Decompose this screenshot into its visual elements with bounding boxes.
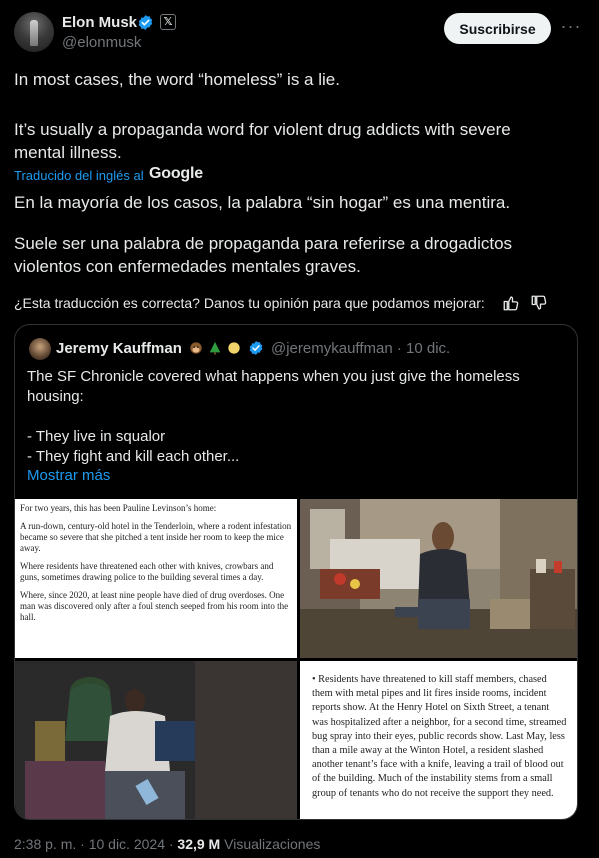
quoted-tweet-card[interactable] xyxy=(14,324,578,820)
quoted-author-name[interactable]: Jeremy Kauffman xyxy=(56,340,182,357)
moon-emoji-icon xyxy=(227,341,241,355)
quoted-verified-badge-icon xyxy=(248,340,264,356)
quoted-text-line-3: - They live in squalor xyxy=(27,428,166,445)
quoted-time: · 10 dic. xyxy=(396,340,451,357)
show-more-link[interactable]: Mostrar más xyxy=(27,467,111,484)
article1-p1: For two years, this has been Pauline Levinson’s home: xyxy=(20,503,217,513)
tweet-original-paragraph-2: It’s usually a propaganda word for violent drug addicts with severe mental illness. xyxy=(14,120,511,162)
translation-label[interactable]: Traducido del inglés al xyxy=(14,168,144,183)
translation-feedback-question: ¿Esta traducción es correcta? Danos tu opinión para que podamos mejorar: xyxy=(14,295,485,311)
photo-man-in-room[interactable] xyxy=(300,499,578,658)
article1-p3: Where residents have threatened each other with knives, crowbars and guns, sometimes drawing police to the building several times a day. xyxy=(20,561,274,582)
article2-text: • Residents have threatened to kill staff members, chased them with metal pipes and lit fires inside rooms, incident reports show. At the Henry Hotel on Sixth Street, a tenant was hospitalized after a neighbor, for a second time, streamed bug spray into their eyes, public records show. Last May, less than a mile away at the Winton Hotel, a resident slashed another tenant’s face with a knife, leaving a trail of blood out of the building. Much of the instability stems from a small group of tenants who do not receive the support they need. xyxy=(312,674,567,799)
thumbs-down-icon[interactable] xyxy=(530,294,548,312)
tweet-timestamp[interactable]: 2:38 p. m. · 10 dic. 2024 · xyxy=(14,836,174,852)
quoted-text-line-4: - They fight and kill each other... xyxy=(27,448,240,465)
tweet-translated-paragraph-2: Suele ser una palabra de propaganda para referirse a drogadictos violentos con enfermedades mentales graves. xyxy=(14,234,513,276)
article1-p2: A run-down, century-old hotel in the Tenderloin, where a rodent infestation became so severe that she pitched a tent inside her room to keep the mice away. xyxy=(20,521,292,553)
christmas-tree-emoji-icon xyxy=(208,341,222,355)
author-name[interactable]: Elon Musk xyxy=(62,14,138,31)
rocket-figure xyxy=(30,20,38,46)
quoted-text-line-2: housing: xyxy=(27,388,84,405)
quoted-author-avatar[interactable] xyxy=(29,338,51,360)
quoted-author-handle[interactable] xyxy=(271,340,450,357)
quoted-text-line-1: The SF Chronicle covered what happens when you just give the homeless xyxy=(27,368,520,385)
photo-people-on-phones[interactable] xyxy=(15,661,297,820)
tweet-original-paragraph-1: In most cases, the word “homeless” is a lie. xyxy=(14,70,340,89)
x-affiliation-icon: 𝕏 xyxy=(160,14,176,30)
quoted-handle-text: @jeremykauffman xyxy=(271,340,393,357)
article-screenshot-1[interactable] xyxy=(15,499,297,658)
tweet-translated-paragraph-1: En la mayoría de los casos, la palabra “sin hogar” es una mentira. xyxy=(14,193,511,212)
article-screenshot-2[interactable] xyxy=(300,661,578,820)
monkey-emoji-icon xyxy=(189,341,203,355)
author-handle[interactable]: @elonmusk xyxy=(62,34,142,51)
verified-badge-icon xyxy=(137,14,154,31)
author-avatar[interactable] xyxy=(14,12,54,52)
google-logo: Google xyxy=(149,165,203,182)
article1-p4: Where, since 2020, at least nine people have died of drug overdoses. One man was discovered only after a foul stench seeped from his room into the hall. xyxy=(20,590,289,622)
views-label: Visualizaciones xyxy=(224,836,321,852)
more-options-icon[interactable]: ··· xyxy=(560,16,582,36)
views-count: 32,9 M xyxy=(177,836,221,852)
tweet-meta xyxy=(14,836,320,852)
thumbs-up-icon[interactable] xyxy=(502,294,520,312)
subscribe-button[interactable]: Suscribirse xyxy=(444,13,551,44)
